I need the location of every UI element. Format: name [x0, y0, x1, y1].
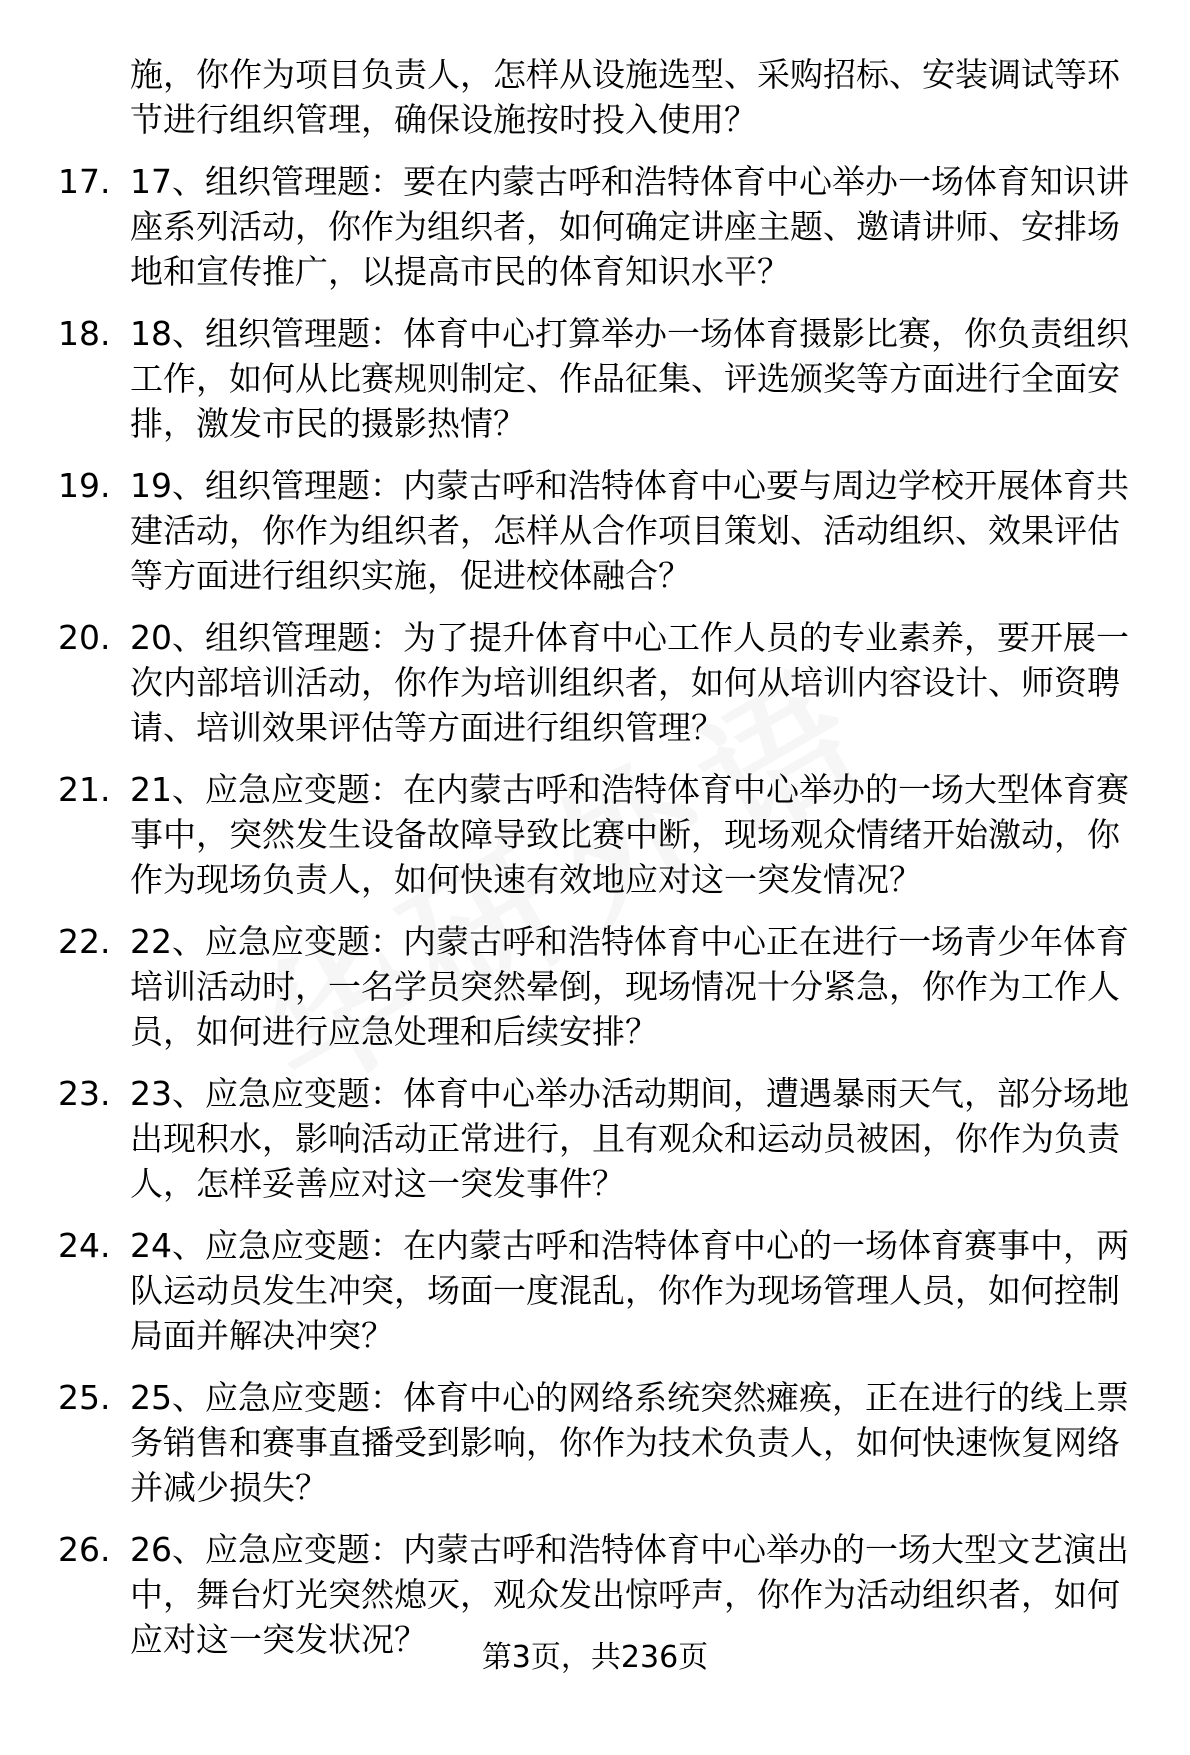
question-number: 23.: [58, 1074, 111, 1113]
question-item: [58, 463, 1158, 598]
question-item: [58, 311, 1158, 446]
question-text: 26、应急应变题：内蒙古呼和浩特体育中心举办的一场大型文艺演出中，舞台灯光突然熄灭，观众发出惊呼声，你作为活动组织者，如何应对这一突发状况？: [130, 1530, 1129, 1659]
question-text: 18、组织管理题：体育中心打算举办一场体育摄影比赛，你负责组织工作，如何从比赛规则制定、作品征集、评选颁奖等方面进行全面安排，激发市民的摄影热情？: [130, 314, 1129, 443]
question-text: 20、组织管理题：为了提升体育中心工作人员的专业素养，要开展一次内部培训活动，你作为培训组织者，如何从培训内容设计、师资聘请、培训效果评估等方面进行组织管理？: [130, 618, 1129, 747]
question-text: 19、组织管理题：内蒙古呼和浩特体育中心要与周边学校开展体育共建活动，你作为组织者，怎样从合作项目策划、活动组织、效果评估等方面进行组织实施，促进校体融合？: [130, 466, 1129, 595]
question-item: [58, 1071, 1158, 1206]
question-item: [58, 919, 1158, 1054]
question-text: 23、应急应变题：体育中心举办活动期间，遭遇暴雨天气，部分场地出现积水，影响活动正常进行，且有观众和运动员被困，你作为负责人，怎样妥善应对这一突发事件？: [130, 1074, 1129, 1203]
question-item: [58, 615, 1158, 750]
question-number: 20.: [58, 618, 111, 657]
question-item: [58, 1375, 1158, 1510]
question-number: 18.: [58, 314, 111, 353]
question-item: [58, 1223, 1158, 1358]
question-number: 19.: [58, 466, 111, 505]
question-list: [58, 52, 1158, 1662]
question-number: 26.: [58, 1530, 111, 1569]
question-item: [58, 767, 1158, 902]
question-text: 21、应急应变题：在内蒙古呼和浩特体育中心举办的一场大型体育赛事中，突然发生设备故障导致比赛中断，现场观众情绪开始激动，你作为现场负责人，如何快速有效地应对这一突发情况？: [130, 770, 1129, 899]
question-text: 25、应急应变题：体育中心的网络系统突然瘫痪，正在进行的线上票务销售和赛事直播受到影响，你作为技术负责人，如何快速恢复网络并减少损失？: [130, 1378, 1129, 1507]
continuation-text: 施，你作为项目负责人，怎样从设施选型、采购招标、安装调试等环节进行组织管理，确保设施按时投入使用？: [130, 55, 1120, 139]
question-text: 22、应急应变题：内蒙古呼和浩特体育中心正在进行一场青少年体育培训活动时，一名学员突然晕倒，现场情况十分紧急，你作为工作人员，如何进行应急处理和后续安排？: [130, 922, 1129, 1051]
question-text: 24、应急应变题：在内蒙古呼和浩特体育中心的一场体育赛事中，两队运动员发生冲突，场面一度混乱，你作为现场管理人员，如何控制局面并解决冲突？: [130, 1226, 1129, 1355]
question-number: 21.: [58, 770, 111, 809]
question-text: 17、组织管理题：要在内蒙古呼和浩特体育中心举办一场体育知识讲座系列活动，你作为组织者，如何确定讲座主题、邀请讲师、安排场地和宣传推广，以提高市民的体育知识水平？: [130, 162, 1129, 291]
question-number: 25.: [58, 1378, 111, 1417]
question-item: [58, 159, 1158, 294]
page-footer: 第3页，共236页: [481, 1640, 709, 1675]
question-number: 17.: [58, 162, 111, 201]
question-number: 22.: [58, 922, 111, 961]
question-number: 24.: [58, 1226, 111, 1265]
